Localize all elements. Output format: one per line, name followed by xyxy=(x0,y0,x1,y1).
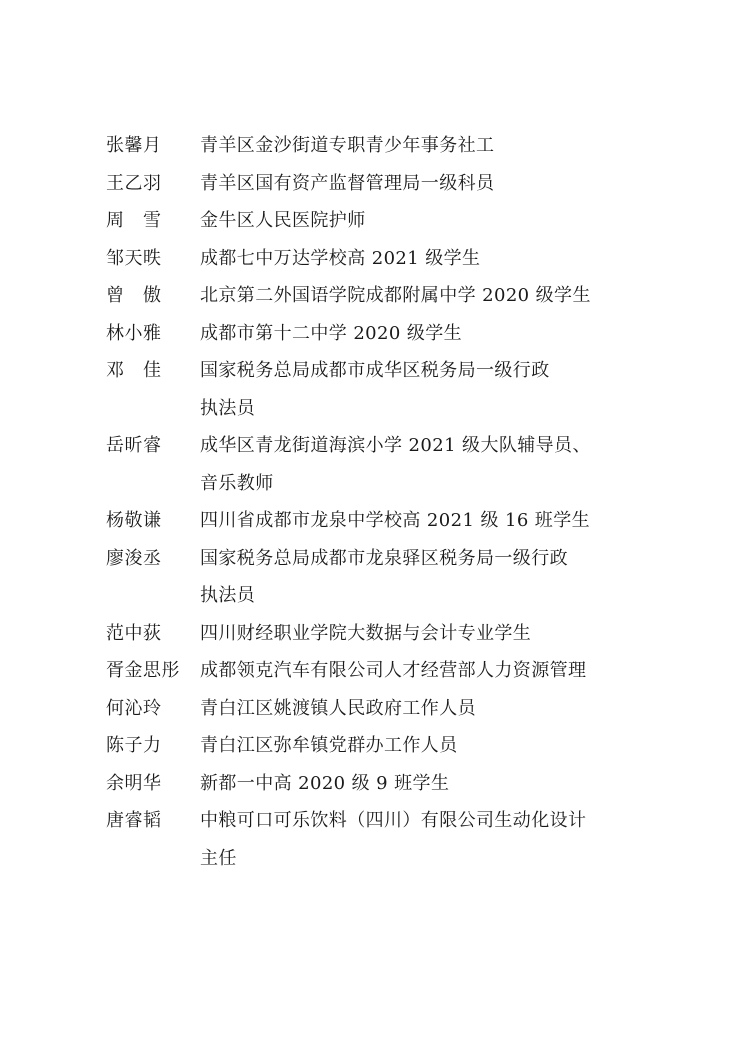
position-line: 执法员 xyxy=(200,397,256,419)
position-line: 金牛区人民医院护师 xyxy=(200,210,366,231)
person-position xyxy=(200,315,706,353)
list-item xyxy=(106,127,706,165)
person-position xyxy=(200,727,706,765)
person-name: 何沁玲 xyxy=(106,697,162,719)
person-position xyxy=(200,765,706,803)
person-name: 唐睿韬 xyxy=(106,810,162,831)
person-position xyxy=(200,202,706,240)
person-name: 张馨月 xyxy=(106,135,162,156)
person-position xyxy=(200,652,706,690)
position-line: 成都市第十二中学 2020 级学生 xyxy=(200,322,463,344)
person-position xyxy=(200,352,706,427)
person-name: 曾 傲 xyxy=(106,285,162,306)
position-line: 中粮可口可乐饮料（四川）有限公司生动化设计 xyxy=(200,810,587,831)
person-position xyxy=(200,502,706,540)
list-item xyxy=(106,727,706,765)
person-position xyxy=(200,240,706,278)
person-position xyxy=(200,540,706,615)
person-name: 邓 佳 xyxy=(106,360,162,381)
person-position xyxy=(200,427,706,502)
position-line: 国家税务总局成都市成华区税务局一级行政 xyxy=(200,360,550,381)
list-item xyxy=(106,240,706,278)
list-item xyxy=(106,540,706,615)
person-name: 余明华 xyxy=(106,772,162,794)
person-name: 王乙羽 xyxy=(106,172,162,194)
person-name: 廖浚丞 xyxy=(106,547,162,569)
position-line: 青白江区弥牟镇党群办工作人员 xyxy=(200,735,458,756)
list-item xyxy=(106,165,706,203)
person-position xyxy=(200,615,706,653)
list-item xyxy=(106,615,706,653)
position-line: 青羊区金沙街道专职青少年事务社工 xyxy=(200,135,495,156)
position-line: 新都一中高 2020 级 9 班学生 xyxy=(200,772,450,794)
person-name: 周 雪 xyxy=(106,210,162,231)
list-item xyxy=(106,652,706,690)
list-item xyxy=(106,315,706,353)
list-item xyxy=(106,802,706,877)
person-position xyxy=(200,690,706,728)
person-position xyxy=(200,802,706,877)
position-line: 四川省成都市龙泉中学校高 2021 级 16 班学生 xyxy=(200,510,590,531)
list-item xyxy=(106,202,706,240)
position-line: 成华区青龙街道海滨小学 2021 级大队辅导员、 xyxy=(200,435,591,456)
position-line: 主任 xyxy=(200,847,237,869)
person-position xyxy=(200,127,706,165)
person-name: 邹天昳 xyxy=(106,247,162,269)
list-item xyxy=(106,352,706,427)
person-position xyxy=(200,277,706,315)
person-name: 杨敬谦 xyxy=(106,510,162,531)
list-item xyxy=(106,690,706,728)
position-line: 执法员 xyxy=(200,585,256,606)
position-line: 青白江区姚渡镇人民政府工作人员 xyxy=(200,697,476,719)
list-item xyxy=(106,765,706,803)
position-line: 音乐教师 xyxy=(200,472,274,494)
person-name: 范中荻 xyxy=(106,622,162,644)
person-name: 陈子力 xyxy=(106,735,162,756)
name-list xyxy=(106,127,706,877)
position-line: 成都七中万达学校高 2021 级学生 xyxy=(200,247,481,269)
list-item xyxy=(106,277,706,315)
position-line: 青羊区国有资产监督管理局一级科员 xyxy=(200,172,495,194)
position-line: 四川财经职业学院大数据与会计专业学生 xyxy=(200,622,532,644)
list-item xyxy=(106,502,706,540)
list-item xyxy=(106,427,706,502)
person-position xyxy=(200,165,706,203)
position-line: 国家税务总局成都市龙泉驿区税务局一级行政 xyxy=(200,547,568,569)
person-name: 岳昕睿 xyxy=(106,435,162,456)
position-line: 北京第二外国语学院成都附属中学 2020 级学生 xyxy=(200,285,591,306)
person-name: 胥金思彤 xyxy=(106,660,180,681)
person-name: 林小雅 xyxy=(106,322,162,344)
position-line: 成都领克汽车有限公司人才经营部人力资源管理 xyxy=(200,660,587,681)
